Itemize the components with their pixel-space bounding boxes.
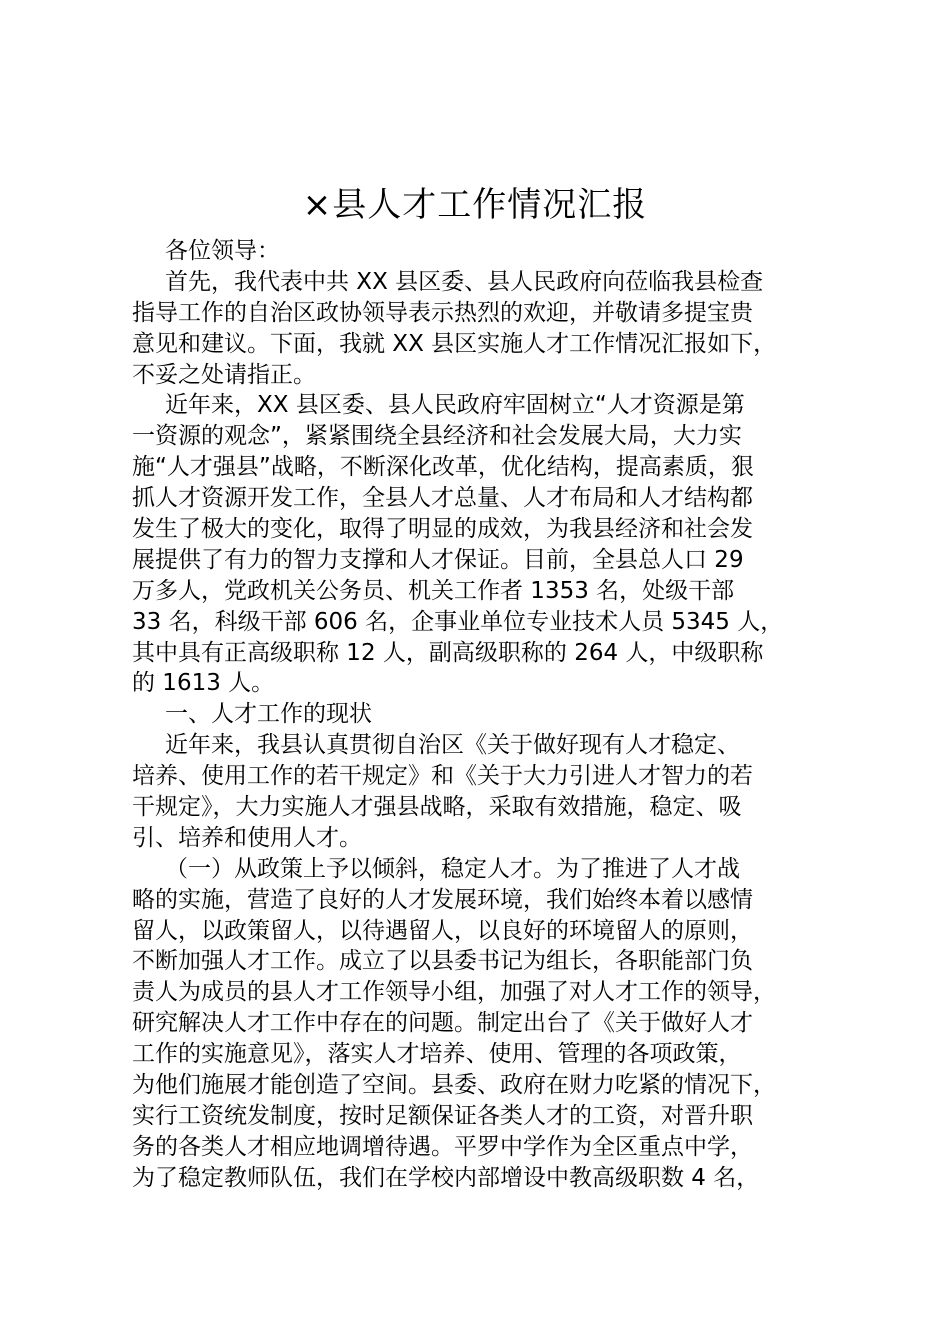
text-line: 一资源的观念”，紧紧围绕全县经济和社会发展大局，大力实 bbox=[132, 423, 742, 450]
text-line: 近年来，我县认真贯彻自治区《关于做好现有人才稳定、 bbox=[165, 732, 740, 759]
document-title: ×县人才工作情况汇报 bbox=[302, 185, 648, 225]
subsection-line: （一）从政策上予以倾斜，稳定人才。为了推进了人才战 bbox=[165, 855, 740, 882]
text-line: 展提供了有力的智力支撑和人才保证。目前，全县总人口 29 bbox=[132, 546, 744, 573]
text-line: 意见和建议。下面，我就 XX 县区实施人才工作情况汇报如下， bbox=[132, 330, 777, 357]
text-line: 留人，以政策留人，以待遇留人，以良好的环境留人的原则， bbox=[132, 917, 753, 944]
text-line: 干规定》，大力实施人才强县战略，采取有效措施，稳定、吸 bbox=[132, 794, 742, 821]
text-line: 责人为成员的县人才工作领导小组，加强了对人才工作的领导， bbox=[132, 979, 776, 1006]
text-line: 施“人才强县”战略，不断深化改革，优化结构，提高素质，狠 bbox=[132, 454, 754, 481]
document-body bbox=[132, 236, 852, 1194]
text-line: 各位领导： bbox=[165, 238, 280, 264]
text-line: 33 名，科级干部 606 名，企事业单位专业技术人员 5345 人， bbox=[132, 608, 784, 635]
section-heading: 一、人才工作的现状 bbox=[165, 701, 372, 728]
text-line: 实行工资统发制度，按时足额保证各类人才的工资，对晋升职 bbox=[132, 1102, 753, 1129]
text-line: 抓人才资源开发工作，全县人才总量、人才布局和人才结构都 bbox=[132, 485, 753, 512]
text-line: 引、培养和使用人才。 bbox=[132, 824, 362, 851]
text-line: 不断加强人才工作。成立了以县委书记为组长，各职能部门负 bbox=[132, 948, 753, 975]
text-line: 培养、使用工作的若干规定》和《关于大力引进人才智力的若 bbox=[132, 763, 753, 790]
text-line: 的 1613 人。 bbox=[132, 670, 275, 697]
text-line: 略的实施，营造了良好的人才发展环境，我们始终本着以感情 bbox=[132, 886, 753, 913]
text-line: 为了稳定教师队伍，我们在学校内部增设中教高级职数 4 名， bbox=[132, 1164, 760, 1191]
text-line: 首先，我代表中共 XX 县区委、县人民政府向莅临我县检查 bbox=[165, 268, 764, 295]
text-line: 不妥之处请指正。 bbox=[132, 361, 316, 388]
text-line: 指导工作的自治区政协领导表示热烈的欢迎，并敬请多提宝贵 bbox=[132, 299, 753, 326]
text-line: 万多人，党政机关公务员、机关工作者 1353 名，处级干部 bbox=[132, 577, 735, 604]
text-line: 近年来，XX 县区委、县人民政府牢固树立“人才资源是第 bbox=[165, 392, 745, 419]
text-line: 研究解决人才工作中存在的问题。制定出台了《关于做好人才 bbox=[132, 1010, 753, 1037]
text-line: 为他们施展才能创造了空间。县委、政府在财力吃紧的情况下， bbox=[132, 1072, 776, 1099]
text-line: 工作的实施意见》，落实人才培养、使用、管理的各项政策， bbox=[132, 1041, 742, 1068]
text-line: 其中具有正高级职称 12 人，副高级职称的 264 人，中级职称 bbox=[132, 639, 764, 666]
text-line: 发生了极大的变化，取得了明显的成效，为我县经济和社会发 bbox=[132, 516, 753, 543]
text-line: 务的各类人才相应地调增待遇。平罗中学作为全区重点中学， bbox=[132, 1133, 753, 1160]
